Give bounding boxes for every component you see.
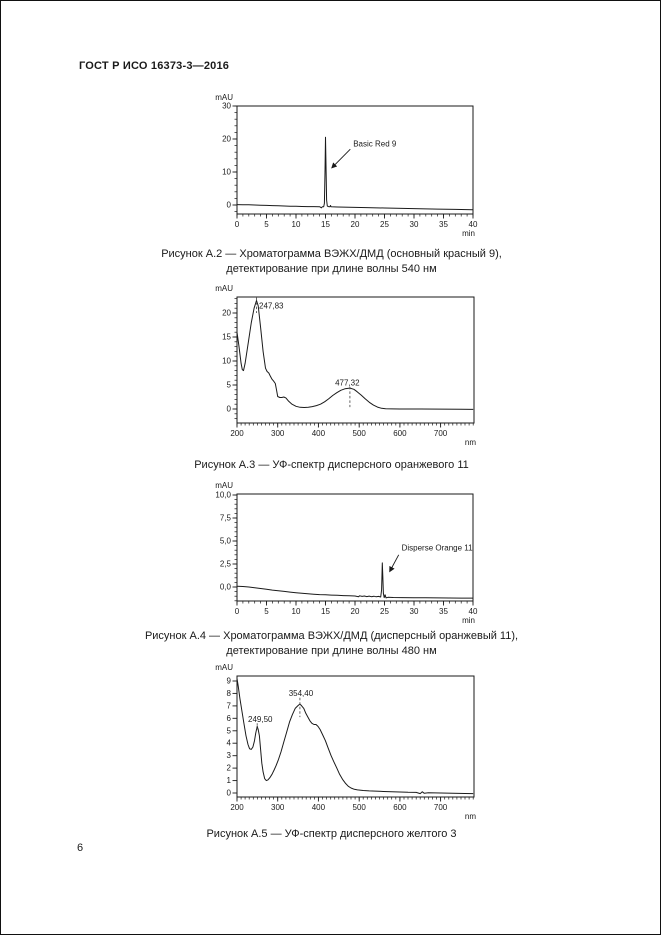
svg-text:nm: nm	[464, 438, 476, 446]
svg-text:247,83: 247,83	[259, 301, 284, 311]
chromatogram-basic-red-9	[197, 89, 493, 239]
svg-text:10: 10	[291, 220, 301, 229]
svg-text:10,0: 10,0	[215, 490, 231, 500]
svg-text:35: 35	[439, 607, 448, 616]
svg-text:20: 20	[222, 134, 231, 144]
svg-text:mAU: mAU	[215, 663, 233, 672]
svg-text:700: 700	[433, 803, 448, 812]
svg-text:4: 4	[226, 738, 231, 748]
svg-text:40: 40	[468, 607, 478, 616]
svg-text:7,5: 7,5	[219, 513, 231, 523]
svg-text:500: 500	[352, 429, 366, 438]
svg-text:min: min	[462, 616, 475, 625]
svg-text:500: 500	[352, 803, 366, 812]
document-header: ГОСТ Р ИСО 16373-3—2016	[79, 60, 230, 72]
uv-spectrum-disperse-yellow-3	[197, 661, 493, 819]
svg-text:8: 8	[226, 688, 231, 698]
svg-text:1: 1	[226, 776, 231, 786]
svg-text:400: 400	[311, 429, 326, 438]
page-number: 6	[77, 842, 84, 854]
uv-spectrum-disperse-orange-11	[197, 281, 493, 446]
svg-text:200: 200	[230, 429, 244, 438]
svg-text:min: min	[462, 229, 475, 238]
svg-text:25: 25	[380, 220, 389, 229]
svg-text:6: 6	[226, 713, 231, 723]
figure-caption-a5	[1, 827, 661, 842]
svg-text:0: 0	[234, 607, 240, 616]
svg-text:7: 7	[226, 701, 231, 711]
caption-line: Рисунок А.4 — Хроматограмма ВЭЖХ/ДМД (дисперсный оранжевый 11),	[144, 630, 519, 642]
svg-text:354,40: 354,40	[288, 688, 314, 698]
svg-text:300: 300	[271, 803, 285, 812]
svg-text:5: 5	[226, 726, 231, 736]
chromatogram-disperse-orange-11	[197, 479, 493, 625]
svg-text:40: 40	[468, 220, 478, 229]
svg-text:15: 15	[321, 607, 330, 616]
svg-text:mAU: mAU	[215, 93, 233, 102]
svg-text:mAU: mAU	[215, 284, 233, 293]
svg-text:249,50: 249,50	[248, 714, 273, 724]
svg-text:nm: nm	[464, 812, 476, 819]
svg-text:600: 600	[393, 429, 407, 438]
svg-text:0,0: 0,0	[219, 582, 231, 592]
svg-text:25: 25	[380, 607, 389, 616]
svg-text:20: 20	[350, 607, 360, 616]
svg-text:30: 30	[409, 220, 419, 229]
svg-text:400: 400	[311, 803, 326, 812]
figure-caption-a4	[1, 629, 661, 659]
svg-text:30: 30	[409, 607, 419, 616]
caption-line: Рисунок А.2 — Хроматограмма ВЭЖХ/ДМД (основный красный 9),	[161, 248, 502, 260]
svg-text:10: 10	[222, 167, 231, 177]
svg-text:2: 2	[226, 763, 231, 773]
caption-line: Рисунок А.5 — УФ-спектр дисперсного желтого 3	[206, 828, 457, 840]
caption-line: детектирование при длине волны 480 нм	[226, 645, 437, 657]
svg-text:200: 200	[230, 803, 244, 812]
figure-caption-a3	[1, 458, 661, 473]
svg-text:0: 0	[226, 788, 231, 798]
figure-caption-a2	[1, 247, 661, 277]
svg-text:300: 300	[271, 429, 285, 438]
svg-text:20: 20	[222, 308, 231, 318]
svg-text:30: 30	[222, 101, 231, 111]
svg-text:10: 10	[291, 607, 301, 616]
caption-line: детектирование при длине волны 540 нм	[226, 263, 437, 275]
svg-text:35: 35	[439, 220, 448, 229]
svg-text:9: 9	[226, 676, 231, 686]
svg-text:600: 600	[393, 803, 407, 812]
svg-text:3: 3	[226, 751, 231, 761]
svg-text:5: 5	[264, 220, 269, 229]
svg-text:5,0: 5,0	[219, 536, 231, 546]
svg-text:700: 700	[433, 429, 448, 438]
svg-text:0: 0	[226, 404, 231, 414]
svg-text:mAU: mAU	[215, 481, 233, 490]
svg-text:477,32: 477,32	[335, 378, 360, 388]
svg-text:5: 5	[264, 607, 269, 616]
svg-text:0: 0	[226, 200, 231, 210]
svg-text:5: 5	[226, 380, 231, 390]
svg-text:15: 15	[321, 220, 330, 229]
svg-text:Disperse Orange 11: Disperse Orange 11	[401, 543, 473, 553]
svg-text:20: 20	[350, 220, 360, 229]
svg-text:10: 10	[222, 356, 231, 366]
svg-text:0: 0	[234, 220, 240, 229]
caption-line: Рисунок А.3 — УФ-спектр дисперсного оранжевого 11	[194, 459, 469, 471]
svg-text:Basic Red 9: Basic Red 9	[353, 139, 397, 149]
svg-text:15: 15	[222, 332, 231, 342]
svg-text:2,5: 2,5	[219, 559, 231, 569]
